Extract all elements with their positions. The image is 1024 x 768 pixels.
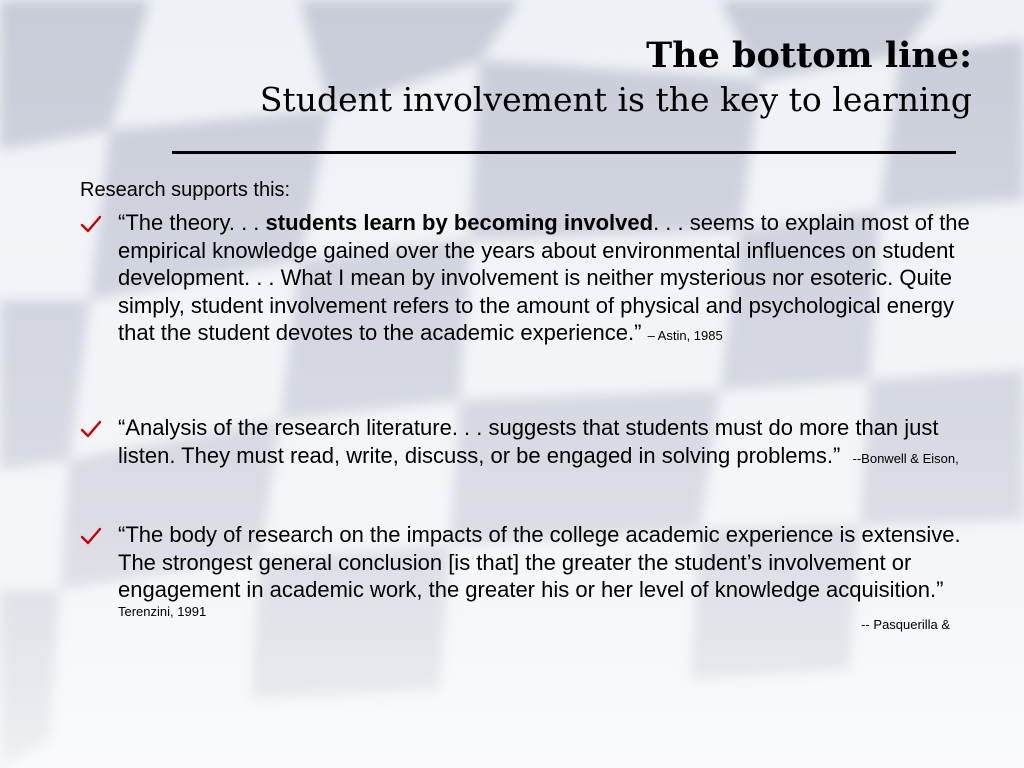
quote-body: “The body of research on the impacts of the college academic experience is extensive. The strongest general conclusion [is that] the greater the student’s involvement or engagement in academic work, the greater his or her level of knowledge acquisition.” xyxy=(118,522,961,602)
checkmark-icon xyxy=(80,526,102,546)
checkmark-icon xyxy=(80,419,102,439)
quote-text xyxy=(118,521,980,638)
quote-citation: --Bonwell & Eison, xyxy=(852,450,959,466)
quote-emphasis: students learn by becoming involved xyxy=(265,210,654,235)
quote-text-end: . . . seems to explain most of the empirical knowledge gained over the years about environmental influences on student development. . . What I mean by involvement is neither mysterious nor esoteric. Quite simply, student involvement refers to the amount of physical and psychological energy that the student devotes to the academic experience.” xyxy=(118,210,970,345)
title-line-1: The bottom line: xyxy=(646,35,972,76)
quote-citation: – Astin, 1985 xyxy=(647,328,723,343)
title-underline xyxy=(172,151,956,154)
slide-title xyxy=(260,34,972,122)
checkmark-icon xyxy=(80,214,102,234)
quote-text xyxy=(118,209,980,350)
intro-text: Research supports this: xyxy=(80,179,291,201)
quote-citation: -- Pasquerilla & xyxy=(861,616,950,632)
quote-citation-continued: Terenzini, 1991 xyxy=(118,603,207,619)
quote-text-start: “The theory. . . xyxy=(118,210,266,235)
title-line-2: Student involvement is the key to learning xyxy=(259,80,972,119)
quote-text xyxy=(118,414,980,472)
quote-body: “Analysis of the research literature. . . suggests that students must do more than just listen. They must read, write, discuss, or be engaged in solving problems.” xyxy=(118,415,939,468)
